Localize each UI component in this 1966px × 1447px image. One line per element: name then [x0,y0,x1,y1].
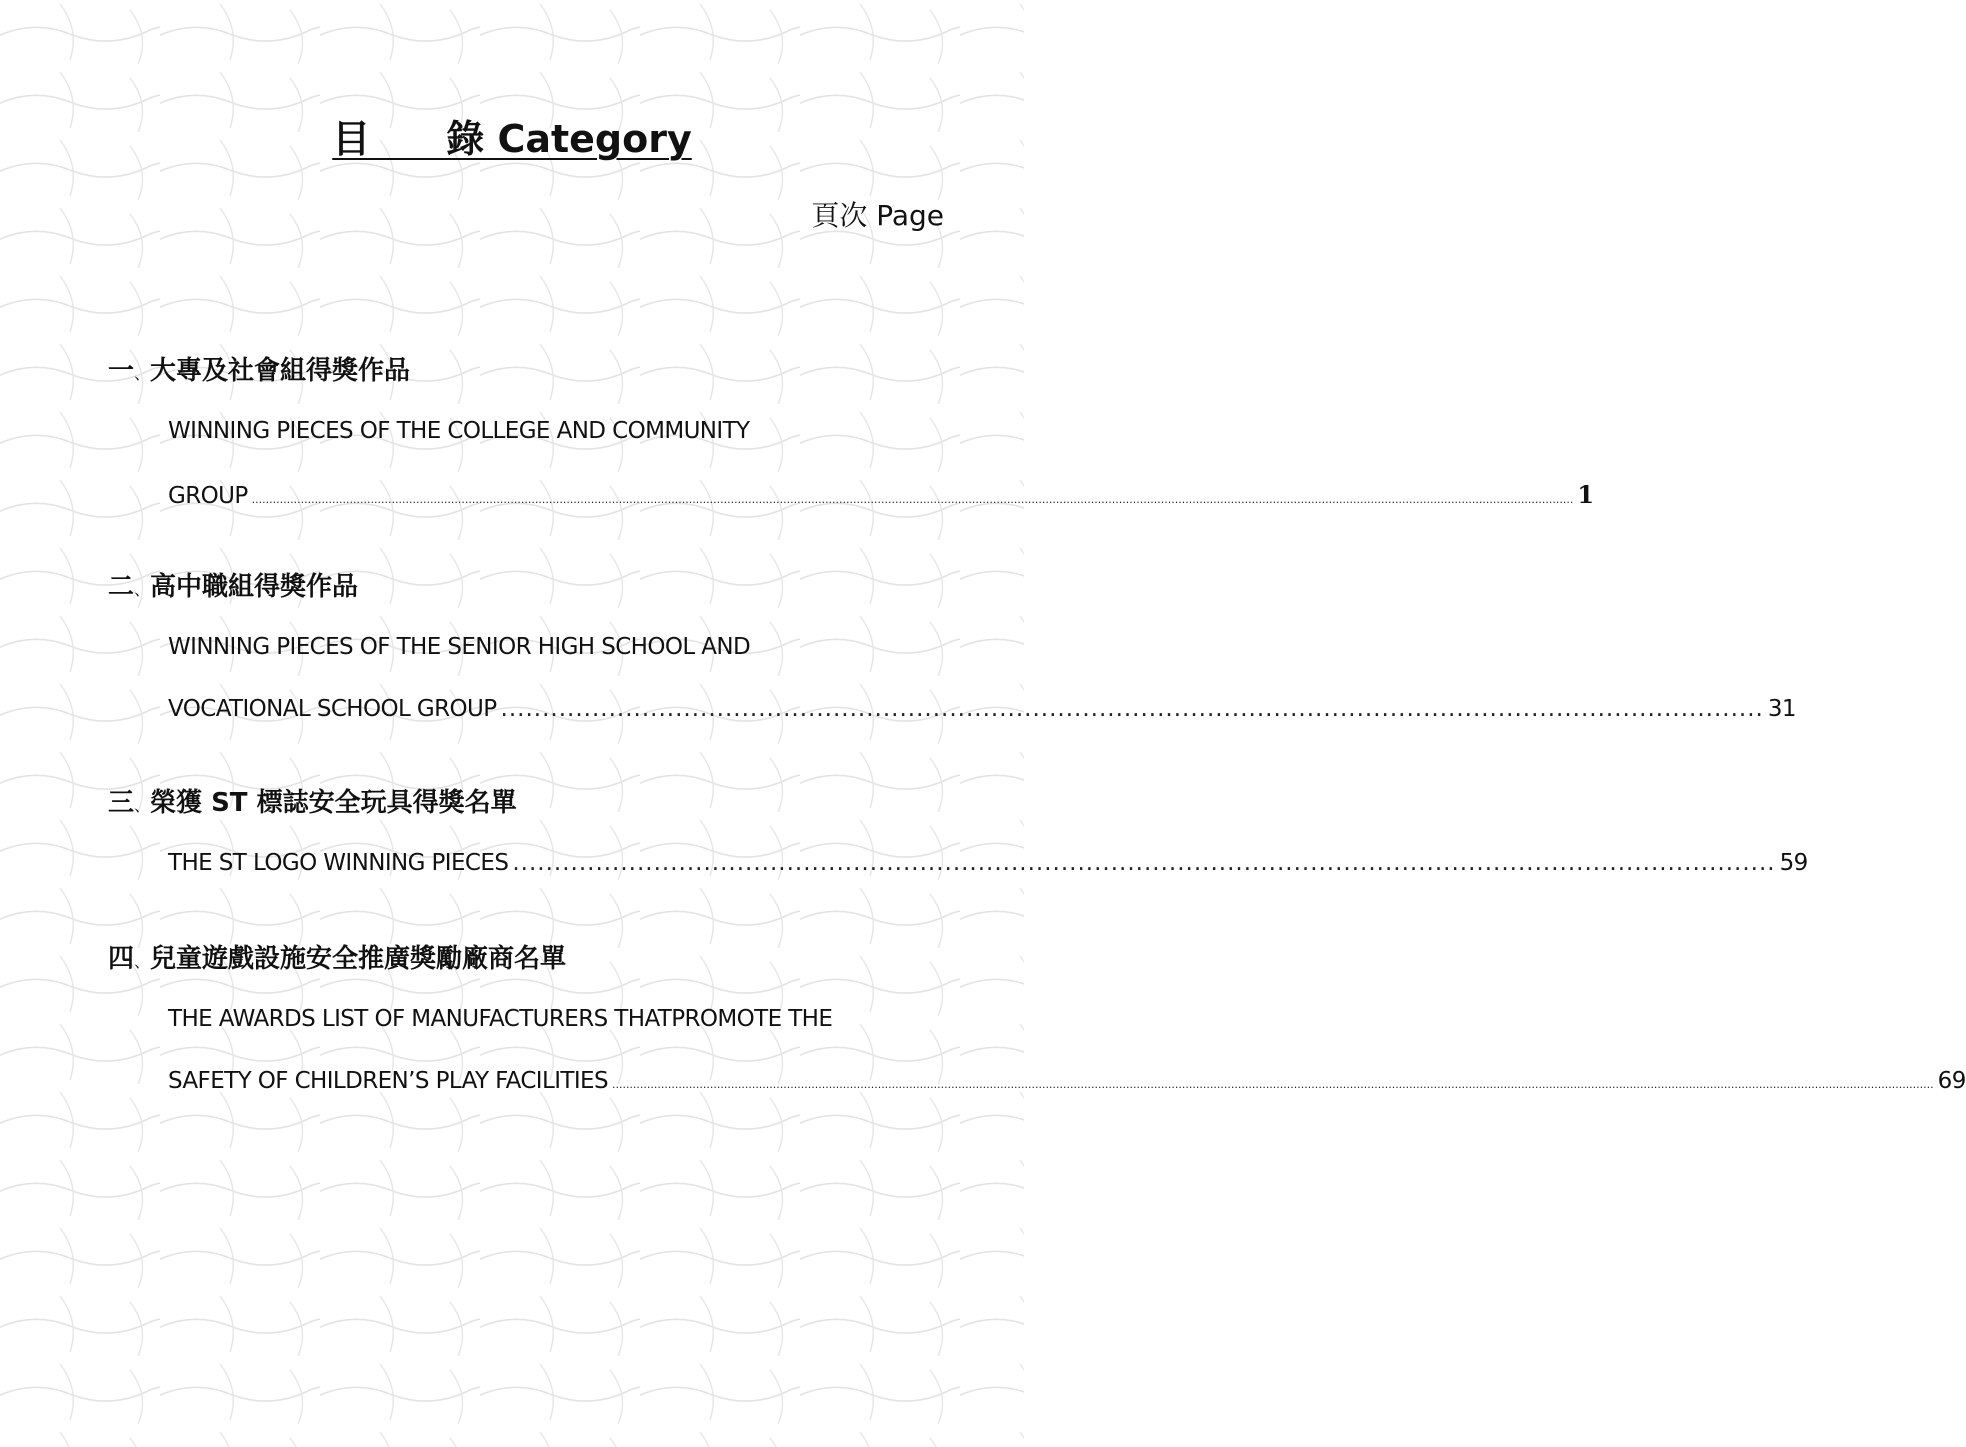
section-3-title-line[interactable]: THE ST LOGO WINNING PIECES ........................................................................................................................................................ 59 [168,850,1808,876]
section-4-title-line-2[interactable]: SAFETY OF CHILDREN’S PLAY FACILITIES .......................................................................................................................................................................................................................................................................................................................................................................................... 69 [168,1068,1966,1094]
section-heading-1: 一、大專及社會組得獎作品 [108,356,411,386]
section-1-page-number: 1 [1577,480,1594,509]
section-3-page-number: 59 [1779,850,1808,876]
section-1-title-line-1[interactable]: WINNING PIECES OF THE COLLEGE AND COMMUNITY [168,418,750,444]
section-heading-2: 二、高中職組得獎作品 [108,572,359,602]
leader-dots: ........................................................................................................................................................ [500,696,1764,722]
section-4-title-line-1[interactable]: THE AWARDS LIST OF MANUFACTURERS THATPROMOTE THE [168,1006,833,1032]
section-2-title-line-2[interactable]: VOCATIONAL SCHOOL GROUP ........................................................................................................................................................ 31 [168,696,1796,722]
leader-dots: .......................................................................................................................................................................................................................................................................................................................................................................................... [251,493,1574,506]
page-title: 目 錄 Category [332,117,692,161]
section-heading-4: 四、兒童遊戲設施安全推廣獎勵廠商名單 [108,944,567,974]
page-column-label: 頁次 Page [811,199,944,232]
leader-dots: .......................................................................................................................................................................................................................................................................................................................................................................................... [611,1078,1934,1091]
section-2-title-line-1[interactable]: WINNING PIECES OF THE SENIOR HIGH SCHOOL AND [168,634,751,660]
leader-dots: ........................................................................................................................................................ [512,850,1776,876]
section-1-title-line-2[interactable]: GROUP .......................................................................................................................................................................................................................................................................................................................................................................................... 1 [168,480,1594,509]
section-heading-3: 三、榮獲 ST 標誌安全玩具得獎名單 [108,788,517,818]
section-4-page-number: 69 [1937,1068,1966,1094]
section-2-page-number: 31 [1767,696,1796,722]
